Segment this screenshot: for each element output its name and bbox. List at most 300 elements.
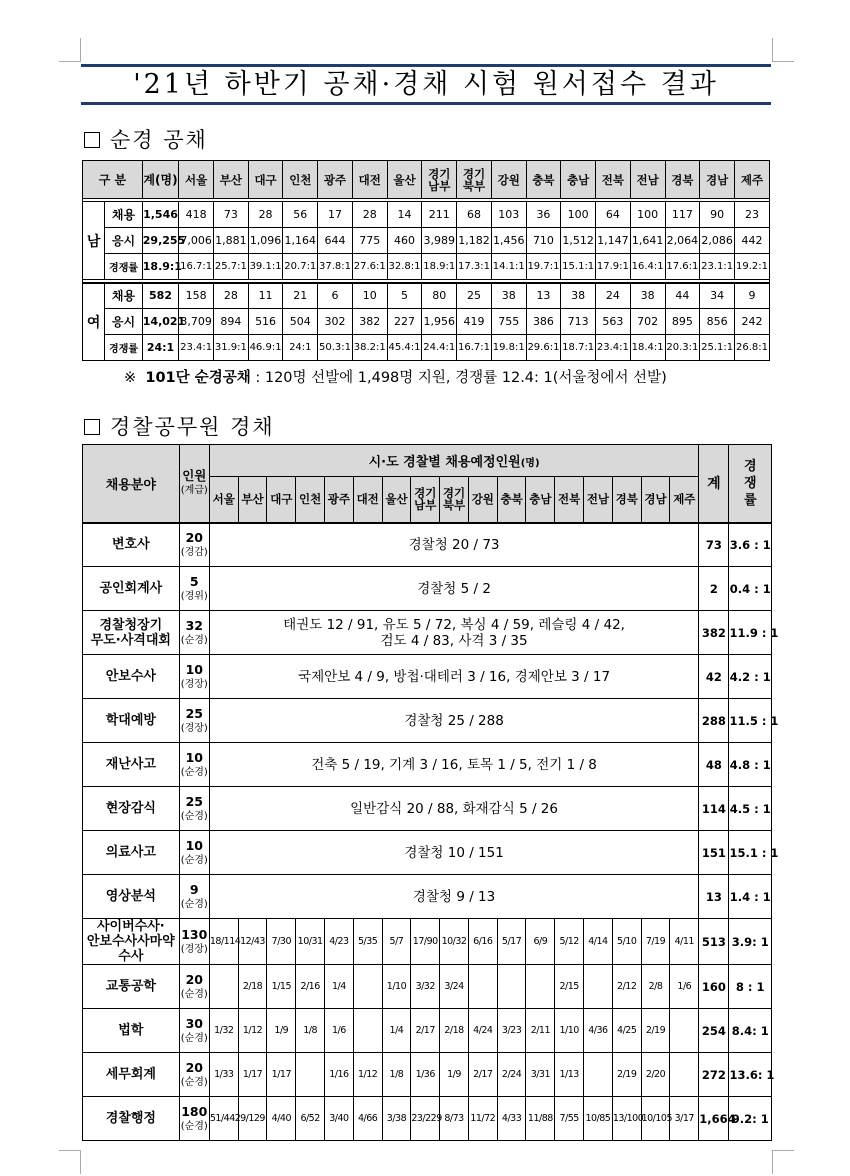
table-cell: 36 (526, 202, 561, 228)
people-count: 130 (181, 926, 208, 942)
people-count: 32 (185, 617, 203, 633)
region-cell: 6/16 (468, 919, 497, 965)
row-ratio: 9.2: 1 (729, 1097, 772, 1141)
table-cell: 26.8:1 (734, 335, 769, 361)
region-cell: 1/6 (325, 1009, 354, 1053)
section-heading-2-text: 경찰공무원 경채 (110, 415, 275, 439)
note-bold: 101단 순경공채 (145, 370, 251, 386)
field-name: 법학 (83, 1009, 180, 1053)
header-region: 대전 (352, 161, 387, 199)
table-cell: 1,641 (630, 228, 665, 254)
table-cell: 90 (700, 202, 735, 228)
row-total: 272 (699, 1053, 729, 1097)
region-cell: 2/19 (612, 1053, 641, 1097)
region-cell: 5/17 (497, 919, 526, 965)
table-cell: 100 (561, 202, 596, 228)
region-cell: 3/17 (670, 1097, 699, 1141)
region-cell: 4/66 (353, 1097, 382, 1141)
header-region-group (209, 445, 698, 477)
row-total: 114 (699, 787, 729, 831)
region-cell (670, 1053, 699, 1097)
people-cell (179, 743, 209, 787)
region-cell: 1/10 (382, 965, 411, 1009)
description: 경찰청 25 / 288 (209, 699, 698, 743)
table-cell: 227 (387, 309, 422, 335)
people-rank: (순경) (180, 898, 208, 910)
people-cell (179, 831, 209, 875)
table-cell: 50.3:1 (318, 335, 353, 361)
region-cell: 51/442 (209, 1097, 238, 1141)
table-cell: 24 (596, 283, 631, 309)
field-name: 안보수사 (83, 655, 180, 699)
note-mark: ※ (124, 370, 137, 386)
header-region: 대구 (267, 477, 296, 523)
people-rank: (순경) (180, 766, 208, 778)
table-cell: 100 (630, 202, 665, 228)
header-region: 울산 (382, 477, 411, 523)
region-cell: 13/100 (612, 1097, 641, 1141)
table-row (83, 831, 772, 875)
table-cell: 460 (387, 228, 422, 254)
description: 국제안보 4 / 9, 방첩·대테러 3 / 16, 경제안보 3 / 17 (209, 655, 698, 699)
region-cell: 1/6 (670, 965, 699, 1009)
table-cell: 1,096 (248, 228, 283, 254)
people-cell (179, 919, 209, 965)
row-total: 13 (699, 875, 729, 919)
people-count: 20 (185, 1059, 203, 1075)
region-cell: 2/20 (641, 1053, 670, 1097)
region-cell (353, 965, 382, 1009)
region-cell: 17/90 (411, 919, 440, 965)
field-name: 영상분석 (83, 875, 180, 919)
region-cell: 1/36 (411, 1053, 440, 1097)
table-row (83, 1009, 772, 1053)
table-cell: 34 (700, 283, 735, 309)
row-label: 경쟁률 (105, 335, 142, 361)
row-total: 29,255 (142, 228, 178, 254)
people-count: 10 (185, 837, 203, 853)
table-cell: 38 (630, 283, 665, 309)
row-ratio: 4.8 : 1 (729, 743, 772, 787)
region-cell: 5/7 (382, 919, 411, 965)
header-region: 인천 (283, 161, 318, 199)
region-cell: 1/4 (325, 965, 354, 1009)
people-count: 25 (185, 705, 203, 721)
description: 일반감식 20 / 88, 화재감식 5 / 26 (209, 787, 698, 831)
region-cell: 5/10 (612, 919, 641, 965)
table-cell: 16.7:1 (179, 254, 214, 280)
region-cell: 23/229 (411, 1097, 440, 1141)
header-region: 경기 남부 (422, 161, 457, 199)
table-cell: 23.4:1 (179, 335, 214, 361)
region-cell: 1/17 (267, 1053, 296, 1097)
people-cell (179, 567, 209, 611)
row-ratio: 4.2 : 1 (729, 655, 772, 699)
people-rank: (경위) (180, 590, 208, 602)
people-rank: (경장) (180, 678, 208, 690)
row-total: 73 (699, 523, 729, 567)
region-cell: 1/33 (209, 1053, 238, 1097)
section-heading-2 (84, 411, 275, 441)
table-cell: 38.2:1 (352, 335, 387, 361)
table-cell: 14 (387, 202, 422, 228)
table-row (83, 965, 772, 1009)
table-cell: 211 (422, 202, 457, 228)
description: 건축 5 / 19, 기계 3 / 16, 토목 1 / 5, 전기 1 / 8 (209, 743, 698, 787)
table-cell: 1,881 (213, 228, 248, 254)
table-cell: 19.8:1 (491, 335, 526, 361)
region-cell (353, 1009, 382, 1053)
group-label: 남 (83, 202, 105, 280)
people-count: 10 (185, 749, 203, 765)
table-cell: 19.2:1 (734, 254, 769, 280)
region-cell: 10/32 (440, 919, 469, 965)
table-cell: 302 (318, 309, 353, 335)
region-cell: 2/12 (612, 965, 641, 1009)
table-row (83, 611, 772, 655)
header-region: 경북 (665, 161, 700, 199)
row-label: 경쟁률 (105, 254, 142, 280)
region-cell: 2/18 (440, 1009, 469, 1053)
region-cell: 7/30 (267, 919, 296, 965)
people-cell (179, 699, 209, 743)
table-cell: 775 (352, 228, 387, 254)
row-total: 382 (699, 611, 729, 655)
table-cell: 23.1:1 (700, 254, 735, 280)
table-cell: 418 (179, 202, 214, 228)
table-row (83, 523, 772, 567)
header-region: 서울 (209, 477, 238, 523)
region-cell: 2/17 (468, 1053, 497, 1097)
region-cell: 1/9 (440, 1053, 469, 1097)
table-row (83, 202, 770, 228)
table-cell: 28 (213, 283, 248, 309)
people-cell (179, 523, 209, 567)
table-cell: 442 (734, 228, 769, 254)
field-name: 사이버수사· 안보수사사마약수사 (83, 919, 180, 965)
region-cell: 8/73 (440, 1097, 469, 1141)
row-total: 288 (699, 699, 729, 743)
table-cell: 7,006 (179, 228, 214, 254)
region-cell: 4/14 (584, 919, 613, 965)
field-name: 학대예방 (83, 699, 180, 743)
region-cell (497, 965, 526, 1009)
row-label: 응시 (105, 309, 142, 335)
region-cell: 3/31 (526, 1053, 555, 1097)
header-region: 전남 (584, 477, 613, 523)
region-cell: 1/9 (267, 1009, 296, 1053)
row-ratio: 0.4 : 1 (729, 567, 772, 611)
row-total: 582 (142, 283, 178, 309)
header-region: 전남 (630, 161, 665, 199)
people-cell (179, 611, 209, 655)
field-name: 현장감식 (83, 787, 180, 831)
checkbox-square-icon (84, 132, 100, 148)
title-rule-bottom (81, 102, 771, 105)
table-row (83, 335, 770, 361)
people-count: 180 (181, 1103, 208, 1119)
table-cell: 56 (283, 202, 318, 228)
section-heading-1 (84, 124, 208, 154)
table-cell: 24:1 (283, 335, 318, 361)
table-cell: 386 (526, 309, 561, 335)
header-group-unit: (명) (520, 458, 540, 469)
region-cell: 2/19 (641, 1009, 670, 1053)
region-cell: 11/72 (468, 1097, 497, 1141)
row-total: 1,664 (699, 1097, 729, 1141)
header-region: 제주 (734, 161, 769, 199)
table-cell: 45.4:1 (387, 335, 422, 361)
table-cell: 23 (734, 202, 769, 228)
table-row (83, 283, 770, 309)
row-total: 160 (699, 965, 729, 1009)
row-ratio: 8.4: 1 (729, 1009, 772, 1053)
region-cell: 10/105 (641, 1097, 670, 1141)
table-row (83, 875, 772, 919)
region-cell (584, 965, 613, 1009)
header-field: 채용분야 (83, 445, 180, 523)
table-cell: 28 (352, 202, 387, 228)
table-cell: 1,456 (491, 228, 526, 254)
table-row (83, 1053, 772, 1097)
row-total: 24:1 (142, 335, 178, 361)
people-cell (179, 1097, 209, 1141)
group-label: 여 (83, 283, 105, 361)
table-row (83, 699, 772, 743)
table-cell: 11 (248, 283, 283, 309)
header-region: 광주 (325, 477, 354, 523)
region-cell: 2/15 (555, 965, 584, 1009)
table-cell: 17 (318, 202, 353, 228)
table-cell: 103 (491, 202, 526, 228)
header-region: 충북 (526, 161, 561, 199)
row-ratio: 11.5 : 1 (729, 699, 772, 743)
people-cell (179, 655, 209, 699)
header-region: 제주 (670, 477, 699, 523)
header-region: 경남 (700, 161, 735, 199)
header-people-label: 인원 (182, 468, 207, 484)
row-ratio: 4.5 : 1 (729, 787, 772, 831)
header-region: 경기 남부 (411, 477, 440, 523)
table-cell: 1,512 (561, 228, 596, 254)
table-cell: 504 (283, 309, 318, 335)
table-row (83, 254, 770, 280)
header-region: 부산 (213, 161, 248, 199)
people-cell (179, 1009, 209, 1053)
region-cell: 3/23 (497, 1009, 526, 1053)
region-cell: 10/31 (296, 919, 325, 965)
people-count: 25 (185, 793, 203, 809)
region-cell: 2/18 (238, 965, 267, 1009)
table-cell: 73 (213, 202, 248, 228)
table-cell: 644 (318, 228, 353, 254)
table-cell: 382 (352, 309, 387, 335)
region-cell: 3/24 (440, 965, 469, 1009)
region-cell: 4/40 (267, 1097, 296, 1141)
header-region: 울산 (387, 161, 422, 199)
people-rank: (경장) (180, 943, 208, 955)
field-name: 교통공학 (83, 965, 180, 1009)
section-heading-1-text: 순경 공채 (110, 128, 208, 152)
header-region: 충북 (497, 477, 526, 523)
region-cell: 1/8 (382, 1053, 411, 1097)
table-row (83, 309, 770, 335)
table-row (83, 787, 772, 831)
region-cell: 2/24 (497, 1053, 526, 1097)
page-title: '21년 하반기 공채·경채 시험 원서접수 결과 (133, 69, 719, 100)
people-rank: (경장) (180, 722, 208, 734)
table-cell: 894 (213, 309, 248, 335)
region-cell: 1/8 (296, 1009, 325, 1053)
people-cell (179, 875, 209, 919)
header-region: 부산 (238, 477, 267, 523)
region-cell: 10/85 (584, 1097, 613, 1141)
table-cell: 10 (352, 283, 387, 309)
table-cell: 17.9:1 (596, 254, 631, 280)
table-cell: 13 (526, 283, 561, 309)
region-cell: 5/12 (555, 919, 584, 965)
table-cell: 25.7:1 (213, 254, 248, 280)
region-cell: 4/25 (612, 1009, 641, 1053)
table-cell: 856 (700, 309, 735, 335)
row-total: 14,021 (142, 309, 178, 335)
row-ratio: 13.6: 1 (729, 1053, 772, 1097)
header-region: 경기 북부 (440, 477, 469, 523)
row-ratio: 11.9 : 1 (729, 611, 772, 655)
people-count: 10 (185, 661, 203, 677)
description: 경찰청 9 / 13 (209, 875, 698, 919)
table-cell: 3,989 (422, 228, 457, 254)
table-cell: 16.4:1 (630, 254, 665, 280)
row-ratio: 8 : 1 (729, 965, 772, 1009)
header-region: 대구 (248, 161, 283, 199)
region-cell: 5/35 (353, 919, 382, 965)
table-cell: 32.8:1 (387, 254, 422, 280)
header-people-sub: (계급) (180, 485, 208, 497)
header-region: 대전 (353, 477, 382, 523)
table-cell: 710 (526, 228, 561, 254)
table-row (83, 655, 772, 699)
career-recruitment-table (82, 444, 779, 1141)
region-cell: 4/11 (670, 919, 699, 965)
table-cell: 68 (457, 202, 492, 228)
header-region: 강원 (468, 477, 497, 523)
header-region: 경남 (641, 477, 670, 523)
row-ratio: 3.9: 1 (729, 919, 772, 965)
table-cell: 39.1:1 (248, 254, 283, 280)
table-cell: 25 (457, 283, 492, 309)
description: 태권도 12 / 91, 유도 5 / 72, 복싱 4 / 59, 레슬링 4 / 42, 검도 4 / 83, 사격 3 / 35 (209, 611, 698, 655)
region-cell: 1/13 (555, 1053, 584, 1097)
table-cell: 14.1:1 (491, 254, 526, 280)
note-text: : 120명 선발에 1,498명 지원, 경쟁률 12.4: 1(서울청에서 선발) (250, 370, 667, 386)
row-total: 48 (699, 743, 729, 787)
table-cell: 895 (665, 309, 700, 335)
checkbox-square-icon (84, 419, 100, 435)
row-total: 513 (699, 919, 729, 965)
header-region: 경북 (612, 477, 641, 523)
people-rank: (순경) (180, 810, 208, 822)
region-cell: 4/23 (325, 919, 354, 965)
table-cell: 1,182 (457, 228, 492, 254)
header-region: 충남 (561, 161, 596, 199)
table-cell: 158 (179, 283, 214, 309)
title-rule-top (81, 64, 771, 67)
table-cell: 31.9:1 (213, 335, 248, 361)
field-name: 변호사 (83, 523, 180, 567)
row-total: 151 (699, 831, 729, 875)
people-count: 30 (185, 1015, 203, 1031)
header-total: 계(명) (142, 161, 178, 199)
table-cell: 755 (491, 309, 526, 335)
header-people (179, 445, 209, 523)
table-cell: 419 (457, 309, 492, 335)
region-cell: 1/17 (238, 1053, 267, 1097)
region-cell: 3/38 (382, 1097, 411, 1141)
region-cell: 3/40 (325, 1097, 354, 1141)
region-cell: 6/9 (526, 919, 555, 965)
table-cell: 1,956 (422, 309, 457, 335)
table-row (83, 228, 770, 254)
row-ratio: 1.4 : 1 (729, 875, 772, 919)
table-row (83, 743, 772, 787)
people-count: 9 (189, 881, 199, 897)
header-region: 강원 (491, 161, 526, 199)
table-cell: 27.6:1 (352, 254, 387, 280)
table-cell: 2,064 (665, 228, 700, 254)
row-ratio: 3.6 : 1 (729, 523, 772, 567)
region-cell: 1/12 (238, 1009, 267, 1053)
table-cell: 23.4:1 (596, 335, 631, 361)
header-region: 서울 (179, 161, 214, 199)
table-cell: 6 (318, 283, 353, 309)
table-row (83, 919, 772, 965)
region-cell (468, 965, 497, 1009)
region-cell: 3/32 (411, 965, 440, 1009)
region-cell: 9/129 (238, 1097, 267, 1141)
region-cell (209, 965, 238, 1009)
people-rank: (순경) (180, 1076, 208, 1088)
region-cell: 18/114 (209, 919, 238, 965)
region-cell (584, 1053, 613, 1097)
table-cell: 3,709 (179, 309, 214, 335)
header-region: 인천 (296, 477, 325, 523)
people-rank: (순경) (180, 1120, 208, 1132)
field-name: 세무회계 (83, 1053, 180, 1097)
field-name: 재난사고 (83, 743, 180, 787)
region-cell: 11/88 (526, 1097, 555, 1141)
footnote (124, 366, 667, 387)
region-cell: 1/12 (353, 1053, 382, 1097)
table-cell: 37.8:1 (318, 254, 353, 280)
region-cell: 6/52 (296, 1097, 325, 1141)
table-cell: 38 (491, 283, 526, 309)
table-cell: 46.9:1 (248, 335, 283, 361)
table-cell: 20.3:1 (665, 335, 700, 361)
table-cell: 38 (561, 283, 596, 309)
table-cell: 242 (734, 309, 769, 335)
table-cell: 17.6:1 (665, 254, 700, 280)
row-total: 18.9:1 (142, 254, 178, 280)
header-gubun: 구 분 (83, 161, 143, 199)
table-cell: 25.1:1 (700, 335, 735, 361)
people-cell (179, 787, 209, 831)
header-total: 계 (699, 445, 729, 523)
table-cell: 17.3:1 (457, 254, 492, 280)
header-region: 전북 (555, 477, 584, 523)
people-cell (179, 965, 209, 1009)
header-region: 충남 (526, 477, 555, 523)
